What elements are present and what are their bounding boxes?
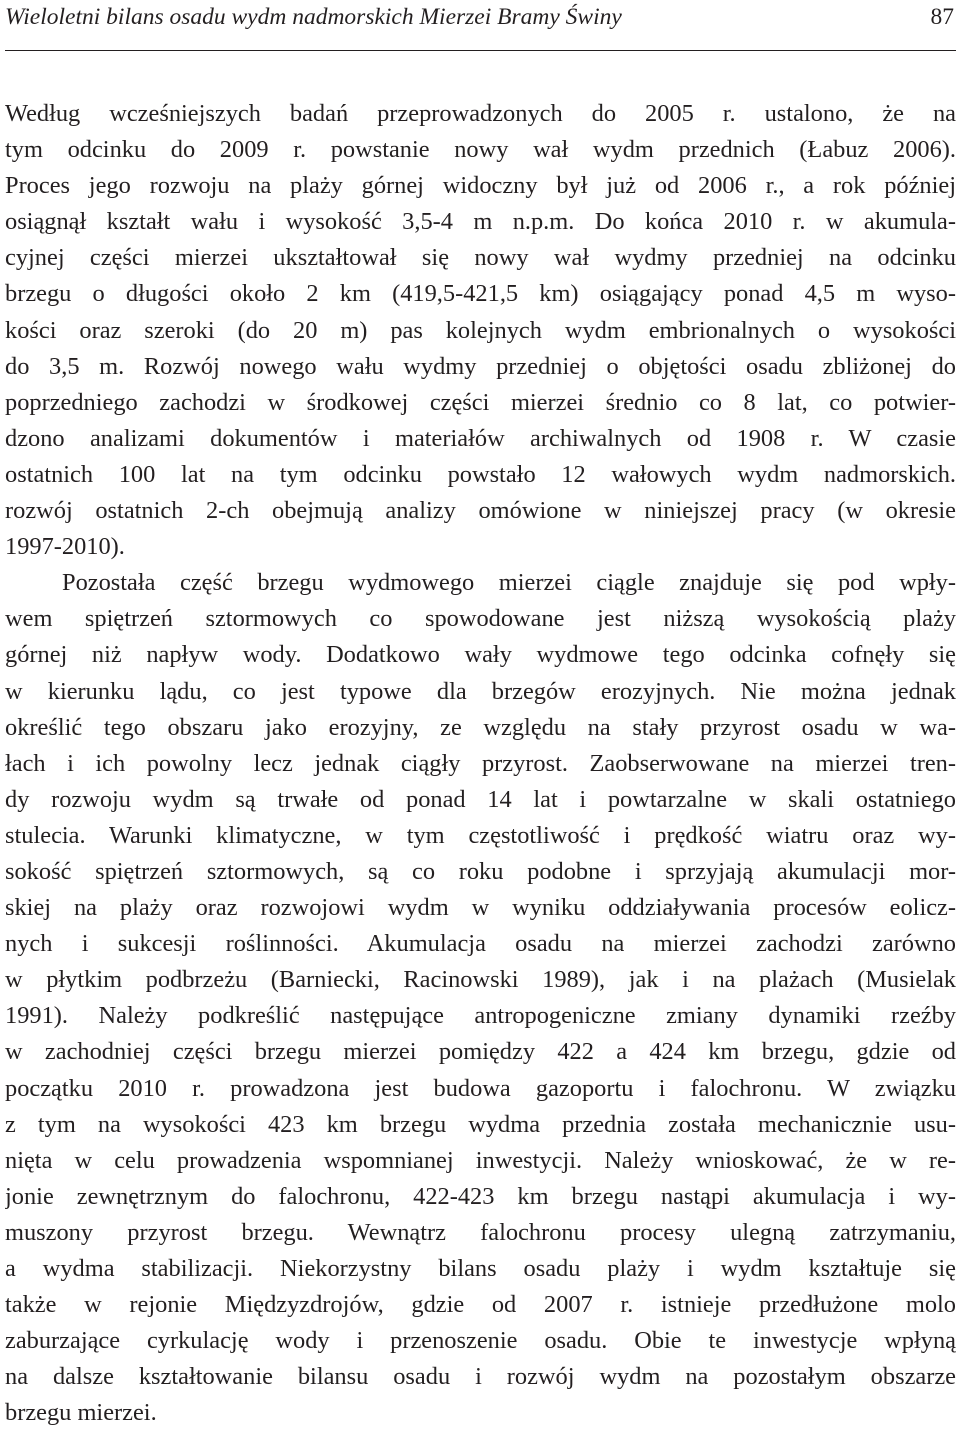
- text-line: Proces jego rozwoju na plaży górnej widoczny był już od 2006 r., a rok później: [5, 172, 956, 200]
- body-text: [5, 96, 956, 1431]
- paragraph: [5, 96, 956, 565]
- document-page: [5, 0, 956, 1450]
- text-line: nych i sukcesji roślinności. Akumulacja osadu na mierzei zachodzi zarówno: [5, 930, 956, 958]
- text-line: w płytkim podbrzeżu (Barniecki, Racinowski 1989), jak i na plażach (Musielak: [5, 966, 956, 994]
- text-line: kości oraz szeroki (do 20 m) pas kolejnych wydm embrionalnych o wysokości: [5, 316, 956, 344]
- text-line: dzono analizami dokumentów i materiałów archiwalnych od 1908 r. W czasie: [5, 424, 956, 452]
- page-number: 87: [930, 4, 954, 30]
- running-header-title: Wieloletni bilans osadu wydm nadmorskich Mierzei Bramy Świny: [5, 4, 622, 30]
- text-line: także w rejonie Międzyzdrojów, gdzie od 2007 r. istnieje przedłużone molo: [5, 1291, 956, 1319]
- text-line: określić tego obszaru jako erozyjny, ze względu na stały przyrost osadu w wa-: [5, 713, 956, 741]
- text-line: na dalsze kształtowanie bilansu osadu i rozwój wydm na pozostałym obszarze: [5, 1363, 956, 1391]
- text-line: cyjnej części mierzei ukształtował się nowy wał wydmy przedniej na odcinku: [5, 244, 956, 272]
- text-line: z tym na wysokości 423 km brzegu wydma przednia została mechanicznie usu-: [5, 1110, 956, 1138]
- text-line: 1997-2010).: [5, 533, 125, 561]
- text-line: jonie zewnętrznym do falochronu, 422-423 km brzegu nastąpi akumulacja i wy-: [5, 1182, 956, 1210]
- text-line: dy rozwoju wydm są trwałe od ponad 14 lat i powtarzalne w skali ostatniego: [5, 785, 956, 813]
- text-line: Według wcześniejszych badań przeprowadzonych do 2005 r. ustalono, że na: [5, 100, 956, 127]
- text-line: w zachodniej części brzegu mierzei pomiędzy 422 a 424 km brzegu, gdzie od: [5, 1038, 956, 1066]
- text-line: osiągnął kształt wału i wysokość 3,5-4 m n.p.m. Do końca 2010 r. w akumula-: [5, 208, 956, 236]
- paragraph: [5, 565, 956, 1431]
- text-line: rozwój ostatnich 2-ch obejmują analizy omówione w niniejszej pracy (w okresie: [5, 497, 956, 525]
- text-line: w kierunku lądu, co jest typowe dla brzegów erozyjnych. Nie można jednak: [5, 677, 956, 705]
- text-line: stulecia. Warunki klimatyczne, w tym częstotliwość i prędkość wiatru oraz wy-: [5, 821, 956, 849]
- text-line: sokość spiętrzeń sztormowych, są co roku podobne i sprzyjają akumulacji mor-: [5, 857, 956, 885]
- text-line: ostatnich 100 lat na tym odcinku powstało 12 wałowych wydm nadmorskich.: [5, 460, 956, 488]
- text-line: poprzedniego zachodzi w środkowej części mierzei średnio co 8 lat, co potwier-: [5, 388, 956, 416]
- text-line: a wydma stabilizacji. Niekorzystny bilans osadu plaży i wydm kształtuje się: [5, 1255, 956, 1282]
- text-line: tym odcinku do 2009 r. powstanie nowy wał wydm przednich (Łabuz 2006).: [5, 136, 956, 164]
- text-line: skiej na plaży oraz rozwojowi wydm w wyniku oddziaływania procesów eolicz-: [5, 894, 956, 922]
- text-line: muszony przyrost brzegu. Wewnątrz falochronu procesy ulegną zatrzymaniu,: [5, 1218, 956, 1246]
- text-line: górnej niż napływ wody. Dodatkowo wały wydmowe tego odcinka cofnęły się: [5, 641, 956, 669]
- text-line: nięta w celu prowadzenia wspomnianej inwestycji. Należy wnioskować, że w re-: [5, 1146, 956, 1174]
- text-line: 1991). Należy podkreślić następujące antropogeniczne zmiany dynamiki rzeźby: [5, 1002, 956, 1030]
- running-header: [5, 0, 956, 51]
- text-line: początku 2010 r. prowadzona jest budowa gazoportu i falochronu. W związku: [5, 1074, 956, 1102]
- text-line: do 3,5 m. Rozwój nowego wału wydmy przedniej o objętości osadu zbliżonej do: [5, 352, 956, 380]
- text-line: brzegu o długości około 2 km (419,5-421,5 km) osiągający ponad 4,5 m wyso-: [5, 280, 956, 308]
- text-line: łach i ich powolny lecz jednak ciągły przyrost. Zaobserwowane na mierzei tren-: [5, 749, 956, 777]
- text-line: zaburzające cyrkulację wody i przenoszenie osadu. Obie te inwestycje wpłyną: [5, 1327, 956, 1355]
- text-line: wem spiętrzeń sztormowych co spowodowane jest niższą wysokością plaży: [5, 605, 956, 633]
- text-line: brzegu mierzei.: [5, 1399, 157, 1427]
- text-line: Pozostała część brzegu wydmowego mierzei ciągle znajduje się pod wpły-: [62, 569, 956, 597]
